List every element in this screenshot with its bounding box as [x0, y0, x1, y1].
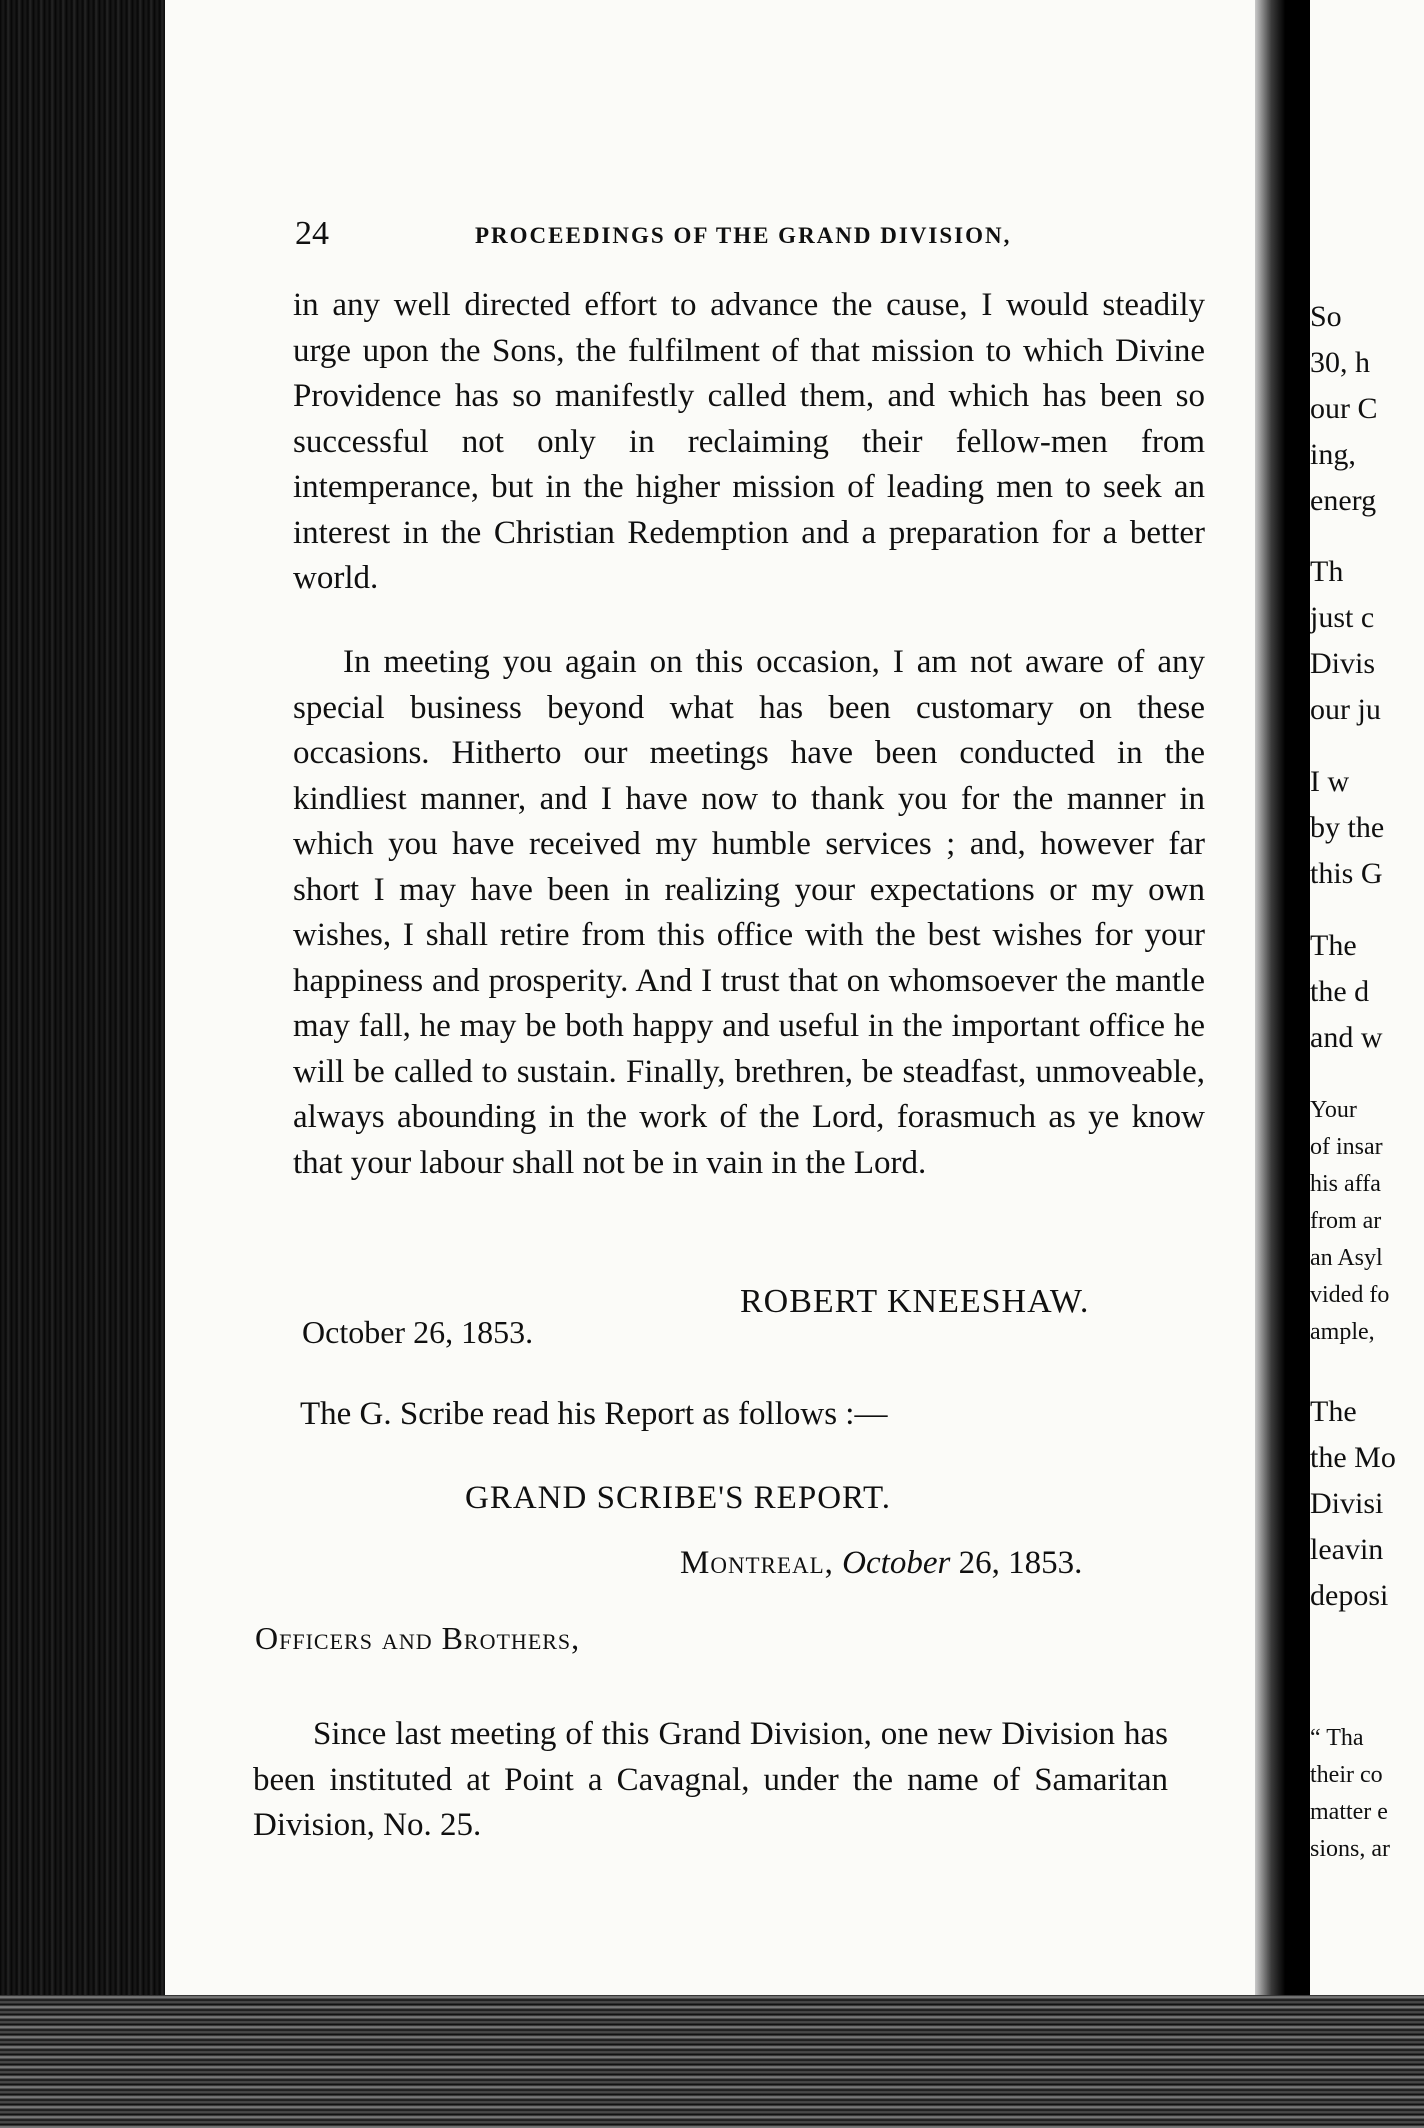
opposite-page-line: of insar: [1310, 1134, 1383, 1160]
letter-date: October 26, 1853.: [302, 1314, 534, 1350]
opposite-page-line: deposi: [1310, 1579, 1389, 1612]
paragraph-1: in any well directed effort to advance the cause, I would steadily urge upon the Sons, the fulfilment of that mission to which Divine Providence has so manifestly called them, and which has been so successful not only in reclaiming their fellow-men from intemperance, but in the higher mission of leading men to seek an interest in the Christian Redemption and a preparation for a better world.: [293, 287, 1205, 596]
opposite-page-line: Th: [1310, 555, 1344, 588]
running-header: [165, 215, 1260, 255]
opposite-page-line: ing,: [1310, 438, 1356, 471]
opposite-page-line: leavin: [1310, 1533, 1384, 1566]
opposite-page-line: his affa: [1310, 1171, 1381, 1197]
page-stack-bottom-edge: [0, 1995, 1424, 2128]
opposite-page-line: The: [1310, 1395, 1357, 1428]
opposite-page-line: and w: [1310, 1021, 1383, 1054]
opposite-page-line: 30, h: [1310, 346, 1370, 379]
opposite-page-line: their co: [1310, 1762, 1383, 1788]
opposite-page-line: “ Tha: [1310, 1725, 1364, 1751]
opposite-page-line: from ar: [1310, 1208, 1382, 1234]
report-place: Montreal,: [680, 1545, 834, 1581]
opposite-page-line: just c: [1310, 601, 1375, 634]
book-spine-edge: [0, 0, 165, 2128]
scribe-intro: The G. Scribe read his Report as follows :—: [300, 1396, 888, 1432]
running-header-title: PROCEEDINGS OF THE GRAND DIVISION,: [475, 223, 1012, 248]
opposite-page-line: vided fo: [1310, 1282, 1390, 1308]
report-dateline: [680, 1545, 1082, 1582]
opposite-page-line: matter e: [1310, 1799, 1388, 1825]
opposite-page-line: So: [1310, 300, 1342, 333]
opposite-page-line: Your: [1310, 1097, 1357, 1123]
opposite-page-line: I w: [1310, 765, 1350, 798]
opposite-page-line: the d: [1310, 975, 1370, 1008]
report-month: October: [842, 1545, 951, 1581]
opposite-page-line: our C: [1310, 392, 1378, 425]
opposite-page-line: our ju: [1310, 693, 1381, 726]
report-day-year: 26, 1853.: [958, 1545, 1083, 1581]
report-title: GRAND SCRIBE'S REPORT.: [465, 1480, 892, 1516]
opposite-page-line: an Asyl: [1310, 1245, 1383, 1271]
paragraph-2: In meeting you again on this occasion, I am not aware of any special business beyond what has been customary on these occasions. Hitherto our meetings have been conducted in the kindliest manner, and I have now to thank you for the manner in which you have received my humble services ; and, however far short I may have been in realizing your expectations or my own wishes, I shall retire from this office with the best wishes for your happiness and prosperity. And I trust that on whomsoever the mantle may fall, he may be both happy and useful in the important office he will be called to sustain. Finally, brethren, be steadfast, unmoveable, always abounding in the work of the Lord, forasmuch as ye know that your labour shall not be in vain in the Lord.: [293, 644, 1205, 1181]
opposite-page-line: energ: [1310, 484, 1377, 517]
salutation: Officers and Brothers,: [255, 1620, 581, 1656]
page-number: 24: [295, 215, 329, 252]
left-page: [165, 0, 1260, 2030]
opposite-page-line: by the: [1310, 811, 1385, 844]
opposite-page-line: this G: [1310, 857, 1383, 890]
opposite-page-line: Divis: [1310, 647, 1376, 680]
opposite-page-line: the Mo: [1310, 1441, 1396, 1474]
page-gutter: [1255, 0, 1310, 2128]
signature: ROBERT KNEESHAW.: [740, 1283, 1090, 1320]
opposite-page-fragment: [1310, 0, 1424, 2000]
opposite-page-line: The: [1310, 929, 1357, 962]
opposite-page-line: Divisi: [1310, 1487, 1384, 1520]
opposite-page-line: ample,: [1310, 1319, 1375, 1345]
paragraph-3: Since last meeting of this Grand Division, one new Division has been instituted at Point a Cavagnal, under the name of Samaritan Division, No. 25.: [253, 1716, 1168, 1843]
opposite-page-line: sions, ar: [1310, 1836, 1390, 1862]
